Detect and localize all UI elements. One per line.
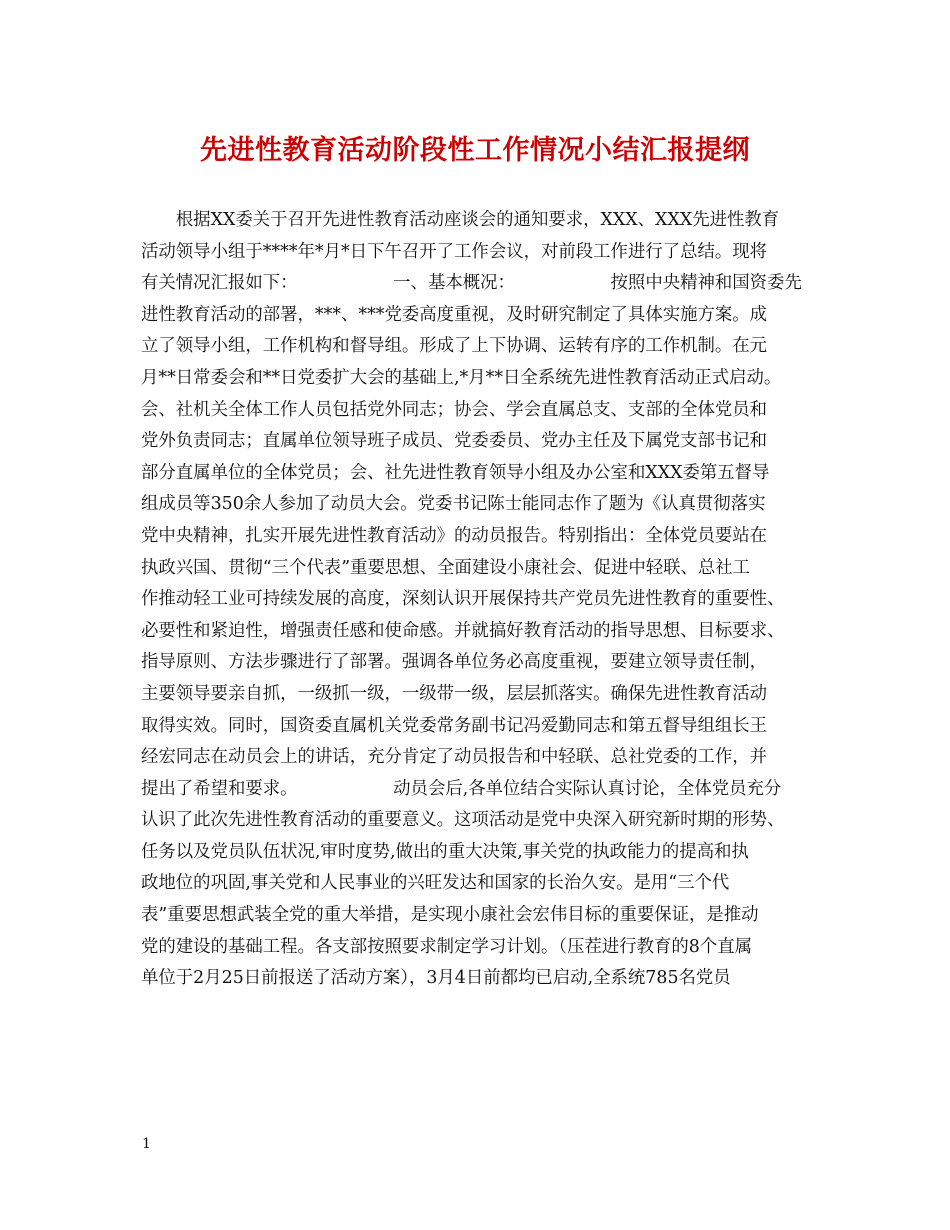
body-line: 经宏同志在动员会上的讲话，充分肯定了动员报告和中轻联、总社党委的工作，并	[141, 747, 768, 768]
body-line: 有关情况汇报如下： 一、基本概况： 按照中央精神和国资委先	[141, 273, 802, 294]
page-number: 1	[142, 1136, 151, 1152]
body-line: 党的建设的基础工程。各支部按照要求制定学习计划。（压茬进行教育的8个直属	[141, 936, 753, 957]
body-line: 主要领导要亲自抓，一级抓一级，一级带一级，层层抓落实。确保先进性教育活动	[141, 683, 768, 704]
body-line: 党外负责同志；直属单位领导班子成员、党委委员、党办主任及下属党支部书记和	[141, 431, 768, 452]
body-line: 党中央精神，扎实开展先进性教育活动》的动员报告。特别指出：全体党员要站在	[141, 525, 768, 546]
body-line: 作推动轻工业可持续发展的高度，深刻认识开展保持共产党员先进性教育的重要性、	[141, 589, 785, 610]
body-line: 政地位的巩固,事关党和人民事业的兴旺发达和国家的长治久安。是用“三个代	[141, 873, 730, 894]
body-line: 活动领导小组于****年*月*日下午召开了工作会议，对前段工作进行了总结。现将	[141, 241, 768, 262]
body-line: 认识了此次先进性教育活动的重要意义。这项活动是党中央深入研究新时期的形势、	[141, 810, 785, 831]
body-line: 指导原则、方法步骤进行了部署。强调各单位务必高度重视，要建立领导责任制，	[141, 652, 768, 673]
body-line: 部分直属单位的全体党员；会、社先进性教育领导小组及办公室和XXX委第五督导	[141, 462, 770, 483]
body-line: 表”重要思想武装全党的重大举措，是实现小康社会宏伟目标的重要保证，是推动	[141, 905, 759, 926]
document-body	[141, 205, 841, 995]
body-line: 提出了希望和要求。 动员会后,各单位结合实际认真讨论，全体党员充分	[141, 778, 782, 799]
document-title: 先进性教育活动阶段性工作情况小结汇报提纲	[200, 135, 750, 166]
body-line: 立了领导小组，工作机构和督导组。形成了上下协调、运转有序的工作机制。在元	[141, 336, 768, 357]
body-line: 任务以及党员队伍状况,审时度势,做出的重大决策,事关党的执政能力的提高和执	[141, 841, 749, 862]
body-line: 月**日常委会和**日党委扩大会的基础上,*月**日全系统先进性教育活动正式启动。	[141, 367, 782, 388]
body-line: 执政兴国、贯彻“三个代表”重要思想、全面建设小康社会、促进中轻联、总社工	[141, 557, 751, 578]
body-line: 进性教育活动的部署，***、***党委高度重视，及时研究制定了具体实施方案。成	[141, 304, 768, 325]
body-line: 取得实效。同时，国资委直属机关党委常务副书记冯爱勤同志和第五督导组组长王	[141, 715, 768, 736]
body-line: 组成员等350余人参加了动员大会。党委书记陈士能同志作了题为《认真贯彻落实	[141, 494, 766, 515]
body-line: 会、社机关全体工作人员包括党外同志；协会、学会直属总支、支部的全体党员和	[141, 399, 768, 420]
body-line: 单位于2月25日前报送了活动方案），3月4日前都均已启动,全系统785名党员	[141, 968, 731, 989]
body-line: 根据XX委关于召开先进性教育活动座谈会的通知要求，XXX、XXX先进性教育	[141, 210, 780, 230]
body-line: 必要性和紧迫性，增强责任感和使命感。并就搞好教育活动的指导思想、目标要求、	[141, 620, 785, 641]
